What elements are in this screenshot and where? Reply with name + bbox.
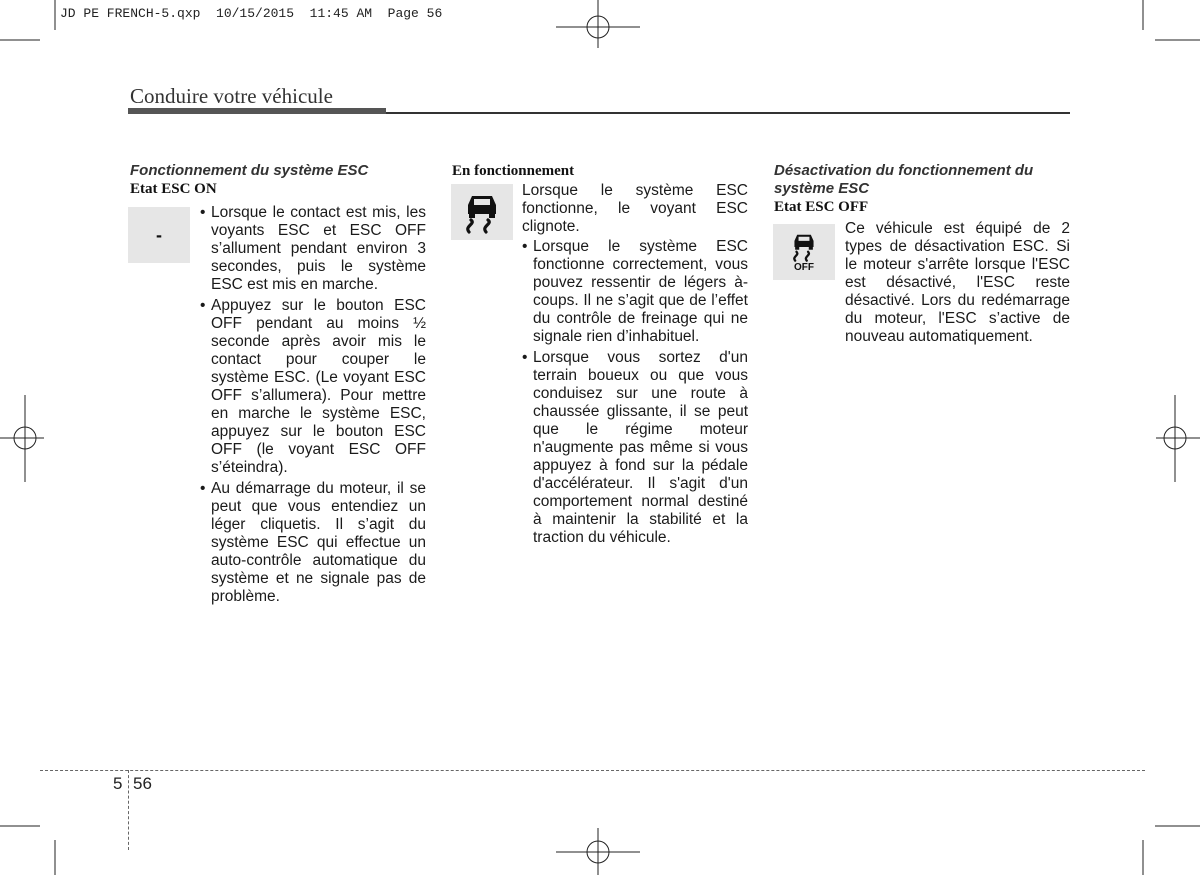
bullet-item: • Lorsque le contact est mis, les voyants ESC et ESC OFF s’allument pendant environ 3 secondes, puis le système ESC est mis en marche. bbox=[200, 204, 426, 294]
skidding-car-off-icon bbox=[789, 232, 819, 262]
column-esc-off bbox=[774, 162, 1070, 216]
column-in-operation bbox=[452, 162, 748, 180]
running-title: Conduire votre véhicule bbox=[130, 84, 333, 108]
footer-divider bbox=[128, 770, 129, 850]
off-label: OFF bbox=[794, 261, 814, 273]
subheading-esc-off: Etat ESC OFF bbox=[774, 199, 869, 215]
esc-on-bullets bbox=[200, 204, 426, 606]
esc-off-icon-box bbox=[773, 224, 835, 280]
bullet-item: • Au démarrage du moteur, il se peut que vous entendiez un léger cliquetis. Il s’agit du système ESC qui effectue un auto-contrôle automatique du système et ne signale pas de problème. bbox=[200, 480, 426, 606]
header-rule-thin bbox=[386, 112, 1070, 114]
column-esc-on bbox=[130, 162, 426, 198]
page-number: 56 bbox=[133, 774, 152, 793]
bullet-item: • Appuyez sur le bouton ESC OFF pendant au moins ½ seconde après avoir mis le contact pour couper le système ESC. (Le voyant ESC OFF s’allumera). Pour mettre en marche le système ESC, appuyez sur le bouton ESC OFF (le voyant ESC OFF s’éteindra). bbox=[200, 297, 426, 477]
footer-rule bbox=[40, 770, 1145, 771]
esc-indicator-icon-box bbox=[451, 184, 513, 240]
esc-off-paragraph: Ce véhicule est équipé de 2 types de désactivation ESC. Si le moteur s'arrête lorsque l'ESC est désactivé, l'ESC reste désactivé. Lors du redémarrage du moteur, l'ESC s’active de nouveau automatiquement. bbox=[845, 220, 1070, 345]
in-operation-bullets bbox=[522, 238, 748, 547]
section-heading-in-operation: En fonctionnement bbox=[452, 163, 575, 179]
bullet-item: • Lorsque vous sortez d'un terrain boueux ou que vous conduisez sur une route à chaussée glissante, il se peut que le régime moteur n'augmente pas même si vous appuyez à fond sur la pédale d'accélérateur. Il s'agit d'un comportement normal destiné à maintenir la stabilité et la traction du véhicule. bbox=[522, 349, 748, 547]
skidding-car-icon bbox=[460, 190, 504, 234]
section-heading-deactivation: Désactivation du fonctionnement du système ESC bbox=[774, 162, 1034, 197]
section-number: 5 bbox=[113, 774, 123, 793]
placeholder-dash: - bbox=[156, 224, 162, 245]
header-rule-thick bbox=[128, 108, 386, 114]
print-slug: JD PE FRENCH-5.qxp 10/15/2015 11:45 AM Page 56 bbox=[60, 6, 443, 21]
section-heading-esc-function: Fonctionnement du système ESC bbox=[130, 162, 369, 179]
bullet-item: • Lorsque le système ESC fonctionne correctement, vous pouvez ressentir de légers à-coups. Il ne s’agit que de l’effet du contrôle de freinage qui ne signale rien d’inhabituel. bbox=[522, 238, 748, 346]
esc-on-icon-box bbox=[128, 207, 190, 263]
in-operation-intro: Lorsque le système ESC fonctionne, le voyant ESC clignote. bbox=[522, 182, 748, 235]
subheading-esc-on: Etat ESC ON bbox=[130, 181, 217, 197]
